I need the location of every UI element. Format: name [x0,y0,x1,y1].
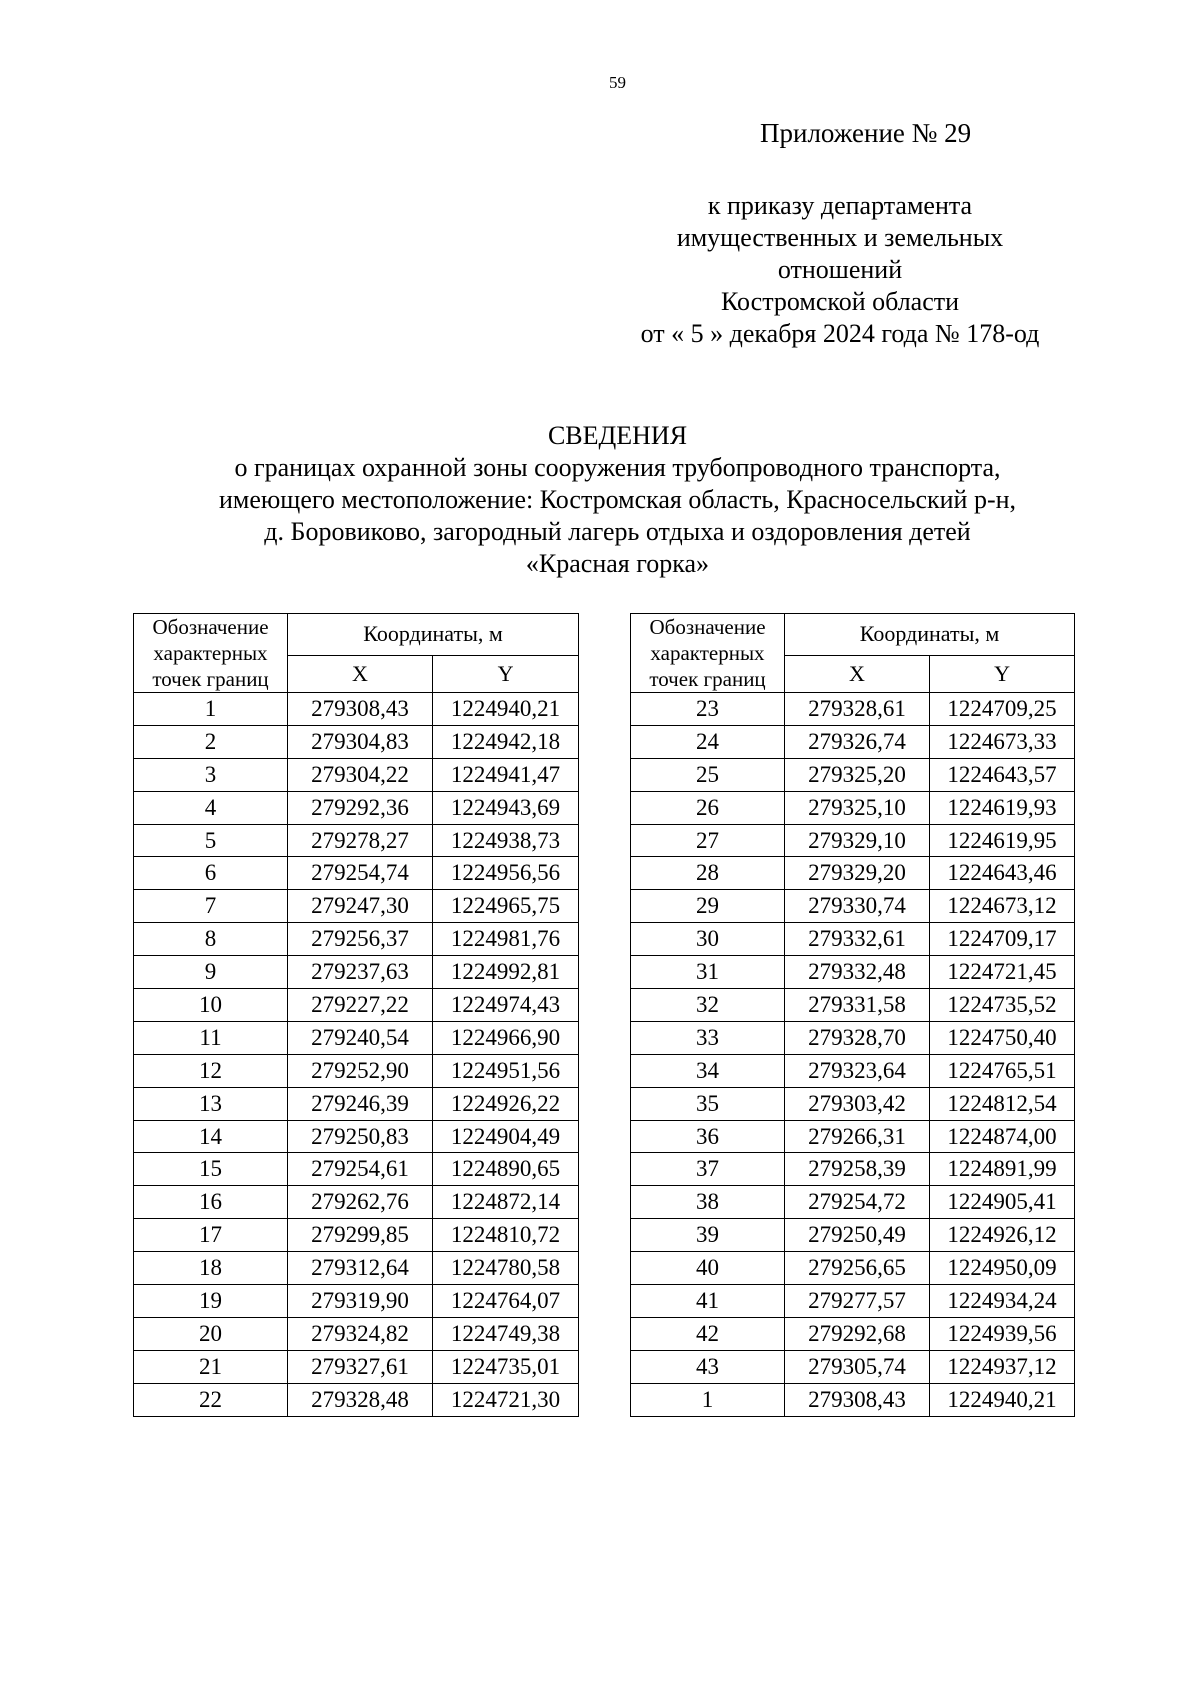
table-row [631,693,1075,726]
table-row [631,1087,1075,1120]
header-x: X [288,655,433,692]
x-coordinate-cell: 279266,31 [785,1120,930,1153]
x-coordinate-cell: 279246,39 [288,1087,433,1120]
x-coordinate-cell: 279325,10 [785,791,930,824]
point-id-cell: 18 [134,1252,288,1285]
y-coordinate-cell: 1224765,51 [930,1054,1075,1087]
y-coordinate-cell: 1224872,14 [433,1186,579,1219]
point-id-cell: 6 [134,857,288,890]
table-row [631,989,1075,1022]
point-id-cell: 24 [631,725,785,758]
point-id-cell: 4 [134,791,288,824]
header-coordinates: Координаты, м [288,614,579,656]
table-row [134,1186,579,1219]
x-coordinate-cell: 279308,43 [288,693,433,726]
y-coordinate-cell: 1224812,54 [930,1087,1075,1120]
y-coordinate-cell: 1224709,25 [930,693,1075,726]
table-row [134,1317,579,1350]
point-id-cell: 23 [631,693,785,726]
table-row [631,1350,1075,1383]
point-id-cell: 16 [134,1186,288,1219]
order-ref-line: от « 5 » декабря 2024 года № 178-од [640,319,1040,348]
order-ref-line: отношений [777,255,903,284]
header-coordinates: Координаты, м [785,614,1075,656]
x-coordinate-cell: 279252,90 [288,1054,433,1087]
y-coordinate-cell: 1224673,12 [930,890,1075,923]
table-row [631,791,1075,824]
table-row [631,1252,1075,1285]
x-coordinate-cell: 279323,64 [785,1054,930,1087]
point-id-cell: 1 [134,693,288,726]
y-coordinate-cell: 1224940,21 [433,693,579,726]
x-coordinate-cell: 279324,82 [288,1317,433,1350]
y-coordinate-cell: 1224735,52 [930,989,1075,1022]
table-row [134,1219,579,1252]
y-coordinate-cell: 1224937,12 [930,1350,1075,1383]
document-heading [0,420,1200,580]
y-coordinate-cell: 1224934,24 [930,1285,1075,1318]
order-reference [600,190,1080,350]
y-coordinate-cell: 1224619,93 [930,791,1075,824]
y-coordinate-cell: 1224981,76 [433,923,579,956]
x-coordinate-cell: 279304,22 [288,758,433,791]
y-coordinate-cell: 1224941,47 [433,758,579,791]
point-id-cell: 12 [134,1054,288,1087]
point-id-cell: 2 [134,725,288,758]
table-row [134,1285,579,1318]
x-coordinate-cell: 279329,10 [785,824,930,857]
y-coordinate-cell: 1224735,01 [433,1350,579,1383]
y-coordinate-cell: 1224940,21 [930,1383,1075,1416]
y-coordinate-cell: 1224926,22 [433,1087,579,1120]
x-coordinate-cell: 279256,65 [785,1252,930,1285]
x-coordinate-cell: 279330,74 [785,890,930,923]
x-coordinate-cell: 279328,61 [785,693,930,726]
table-row [631,1219,1075,1252]
table-row [631,824,1075,857]
x-coordinate-cell: 279299,85 [288,1219,433,1252]
table-row [631,1317,1075,1350]
point-id-cell: 41 [631,1285,785,1318]
x-coordinate-cell: 279303,42 [785,1087,930,1120]
y-coordinate-cell: 1224943,69 [433,791,579,824]
header-y: Y [433,655,579,692]
table-row [631,956,1075,989]
y-coordinate-cell: 1224749,38 [433,1317,579,1350]
page-number: 59 [609,73,626,92]
point-id-cell: 21 [134,1350,288,1383]
point-id-cell: 9 [134,956,288,989]
point-id-cell: 42 [631,1317,785,1350]
table-row [134,857,579,890]
point-id-cell: 26 [631,791,785,824]
x-coordinate-cell: 279258,39 [785,1153,930,1186]
table-row [134,791,579,824]
y-coordinate-cell: 1224939,56 [930,1317,1075,1350]
y-coordinate-cell: 1224905,41 [930,1186,1075,1219]
x-coordinate-cell: 279254,72 [785,1186,930,1219]
y-coordinate-cell: 1224643,57 [930,758,1075,791]
x-coordinate-cell: 279254,61 [288,1153,433,1186]
point-id-cell: 5 [134,824,288,857]
point-id-cell: 20 [134,1317,288,1350]
x-coordinate-cell: 279250,49 [785,1219,930,1252]
point-id-cell: 36 [631,1120,785,1153]
x-coordinate-cell: 279327,61 [288,1350,433,1383]
y-coordinate-cell: 1224810,72 [433,1219,579,1252]
table-row [134,1153,579,1186]
table-row [631,857,1075,890]
header-x: X [785,655,930,692]
point-id-cell: 10 [134,989,288,1022]
y-coordinate-cell: 1224750,40 [930,1021,1075,1054]
table-row [134,989,579,1022]
table-row [134,890,579,923]
table-body [631,693,1075,1417]
x-coordinate-cell: 279328,48 [288,1383,433,1416]
point-id-cell: 14 [134,1120,288,1153]
x-coordinate-cell: 279278,27 [288,824,433,857]
y-coordinate-cell: 1224951,56 [433,1054,579,1087]
point-id-cell: 38 [631,1186,785,1219]
point-id-cell: 8 [134,923,288,956]
x-coordinate-cell: 279332,61 [785,923,930,956]
point-id-cell: 29 [631,890,785,923]
point-id-cell: 27 [631,824,785,857]
header-points [631,614,785,693]
header-points-line: точек границ [649,667,766,691]
y-coordinate-cell: 1224721,45 [930,956,1075,989]
x-coordinate-cell: 279247,30 [288,890,433,923]
table-row [134,1120,579,1153]
x-coordinate-cell: 279332,48 [785,956,930,989]
table-row [134,923,579,956]
x-coordinate-cell: 279308,43 [785,1383,930,1416]
table-row [134,758,579,791]
table-row [134,725,579,758]
table-row [134,956,579,989]
table-row [631,1153,1075,1186]
heading-title: СВЕДЕНИЯ [547,421,688,450]
x-coordinate-cell: 279250,83 [288,1120,433,1153]
point-id-cell: 28 [631,857,785,890]
table-row [631,1120,1075,1153]
table-row [631,1054,1075,1087]
point-id-cell: 25 [631,758,785,791]
x-coordinate-cell: 279227,22 [288,989,433,1022]
x-coordinate-cell: 279262,76 [288,1186,433,1219]
x-coordinate-cell: 279305,74 [785,1350,930,1383]
y-coordinate-cell: 1224721,30 [433,1383,579,1416]
point-id-cell: 39 [631,1219,785,1252]
y-coordinate-cell: 1224890,65 [433,1153,579,1186]
table-row [134,1350,579,1383]
table-row [631,890,1075,923]
point-id-cell: 15 [134,1153,288,1186]
x-coordinate-cell: 279256,37 [288,923,433,956]
point-id-cell: 3 [134,758,288,791]
point-id-cell: 30 [631,923,785,956]
y-coordinate-cell: 1224643,46 [930,857,1075,890]
point-id-cell: 22 [134,1383,288,1416]
order-ref-line: имущественных и земельных [676,223,1004,252]
order-ref-line: Костромской области [720,287,960,316]
point-id-cell: 31 [631,956,785,989]
heading-line: имеющего местоположение: Костромская область, Красносельский р-н, [218,485,1017,514]
point-id-cell: 35 [631,1087,785,1120]
table-row [631,1383,1075,1416]
point-id-cell: 40 [631,1252,785,1285]
table-row [134,693,579,726]
y-coordinate-cell: 1224780,58 [433,1252,579,1285]
table-body [134,693,579,1417]
header-points-line: точек границ [152,667,269,691]
point-id-cell: 32 [631,989,785,1022]
table-row [631,1021,1075,1054]
point-id-cell: 43 [631,1350,785,1383]
appendix-title: Приложение № 29 [760,118,972,148]
header-points-line: характерных [650,641,765,665]
y-coordinate-cell: 1224891,99 [930,1153,1075,1186]
table-row [631,758,1075,791]
x-coordinate-cell: 279325,20 [785,758,930,791]
y-coordinate-cell: 1224619,95 [930,824,1075,857]
table-row [134,1054,579,1087]
header-points-line: Обозначение [152,615,269,639]
y-coordinate-cell: 1224904,49 [433,1120,579,1153]
y-coordinate-cell: 1224974,43 [433,989,579,1022]
coordinates-table-left [133,613,579,1417]
table-row [631,1285,1075,1318]
heading-line: «Красная горка» [525,549,710,578]
header-points-line: характерных [153,641,268,665]
x-coordinate-cell: 279292,68 [785,1317,930,1350]
point-id-cell: 33 [631,1021,785,1054]
table-row [134,1252,579,1285]
x-coordinate-cell: 279326,74 [785,725,930,758]
order-ref-line: к приказу департамента [707,191,973,220]
point-id-cell: 19 [134,1285,288,1318]
coordinates-table-right [630,613,1075,1417]
table-row [134,1021,579,1054]
table-row [631,725,1075,758]
x-coordinate-cell: 279292,36 [288,791,433,824]
point-id-cell: 13 [134,1087,288,1120]
x-coordinate-cell: 279304,83 [288,725,433,758]
y-coordinate-cell: 1224709,17 [930,923,1075,956]
heading-line: о границах охранной зоны сооружения трубопроводного транспорта, [234,453,1001,482]
y-coordinate-cell: 1224950,09 [930,1252,1075,1285]
x-coordinate-cell: 279312,64 [288,1252,433,1285]
x-coordinate-cell: 279319,90 [288,1285,433,1318]
y-coordinate-cell: 1224673,33 [930,725,1075,758]
y-coordinate-cell: 1224874,00 [930,1120,1075,1153]
point-id-cell: 17 [134,1219,288,1252]
point-id-cell: 37 [631,1153,785,1186]
point-id-cell: 1 [631,1383,785,1416]
x-coordinate-cell: 279328,70 [785,1021,930,1054]
x-coordinate-cell: 279240,54 [288,1021,433,1054]
y-coordinate-cell: 1224992,81 [433,956,579,989]
table-row [134,1087,579,1120]
header-points [134,614,288,693]
heading-line: д. Боровиково, загородный лагерь отдыха и оздоровления детей [264,517,971,546]
table-row [134,1383,579,1416]
y-coordinate-cell: 1224966,90 [433,1021,579,1054]
table-row [134,824,579,857]
y-coordinate-cell: 1224942,18 [433,725,579,758]
header-y: Y [930,655,1075,692]
table-row [631,1186,1075,1219]
y-coordinate-cell: 1224965,75 [433,890,579,923]
point-id-cell: 34 [631,1054,785,1087]
y-coordinate-cell: 1224956,56 [433,857,579,890]
point-id-cell: 11 [134,1021,288,1054]
x-coordinate-cell: 279237,63 [288,956,433,989]
point-id-cell: 7 [134,890,288,923]
x-coordinate-cell: 279329,20 [785,857,930,890]
x-coordinate-cell: 279277,57 [785,1285,930,1318]
x-coordinate-cell: 279331,58 [785,989,930,1022]
y-coordinate-cell: 1224764,07 [433,1285,579,1318]
header-points-line: Обозначение [649,615,766,639]
x-coordinate-cell: 279254,74 [288,857,433,890]
y-coordinate-cell: 1224938,73 [433,824,579,857]
table-row [631,923,1075,956]
y-coordinate-cell: 1224926,12 [930,1219,1075,1252]
